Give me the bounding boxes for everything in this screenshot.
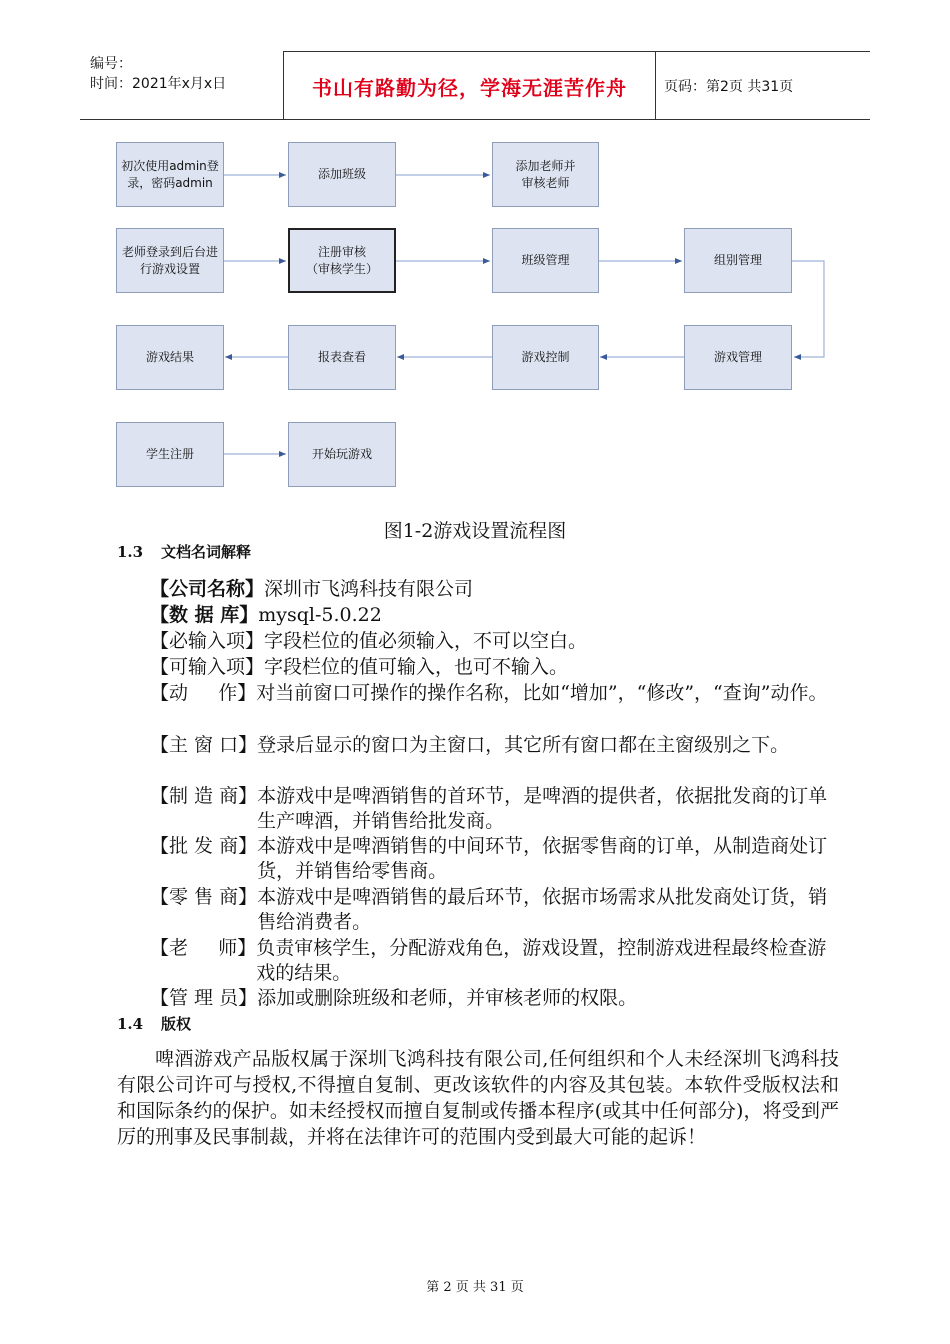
figure-caption: 图1-2游戏设置流程图 xyxy=(383,520,567,542)
section-heading-1-3 xyxy=(117,541,251,562)
node-class-manage: 班级管理 xyxy=(492,228,599,293)
term-manufacturer xyxy=(150,784,840,834)
header-motto: 书山有路勤为径，学海无涯苦作舟 xyxy=(312,76,627,100)
term-key: 【数 据 库】 xyxy=(150,604,259,626)
node-student-register: 学生注册 xyxy=(116,422,224,487)
term-desc: 本游戏中是啤酒销售的首环节，是啤酒的提供者，依据批发商的订单生产啤酒，并销售给批发商。 xyxy=(257,785,828,832)
term-administrator xyxy=(150,986,840,1011)
node-report-view: 报表查看 xyxy=(288,325,396,390)
term-desc: 负责审核学生，分配游戏角色，游戏设置，控制游戏进程最终检查游戏的结果。 xyxy=(256,937,827,984)
document-number-label: 编号： xyxy=(90,56,132,72)
term-action xyxy=(150,681,840,706)
term-required-field xyxy=(150,629,840,654)
copyright-paragraph: 啤酒游戏产品版权属于深圳飞鸿科技有限公司,任何组织和个人未经深圳飞鸿科技有限公司许可与授权,不得擅自复制、更改该软件的内容及其包装。本软件受版权法和和国际条约的保护。如未经授权而擅自复制或传播本程序(或其中任何部分)，将受到严厉的刑事及民事制裁，并将在法律许可的范围内受到最大可能的起诉！ xyxy=(117,1048,839,1148)
term-desc: 添加或删除班级和老师，并审核老师的权限。 xyxy=(257,987,638,1009)
term-key: 【可输入项】 xyxy=(150,656,265,678)
section-heading-1-4 xyxy=(117,1013,191,1034)
term-desc: 本游戏中是啤酒销售的最后环节，依据市场需求从批发商处订货，销售给消费者。 xyxy=(257,886,828,933)
term-database xyxy=(150,603,840,628)
section-title: 文档名词解释 xyxy=(161,543,252,561)
section-number: 1.3 xyxy=(117,543,144,561)
term-key: 【管 理 员】 xyxy=(150,987,258,1009)
term-wholesaler xyxy=(150,834,840,884)
node-register-review: 注册审核 （审核学生） xyxy=(288,228,396,293)
term-company-name xyxy=(150,577,840,602)
term-key: 【主 窗 口】 xyxy=(150,734,258,756)
section-title: 版权 xyxy=(161,1015,192,1033)
node-game-result: 游戏结果 xyxy=(116,325,224,390)
node-start-game: 开始玩游戏 xyxy=(288,422,396,487)
term-desc: 本游戏中是啤酒销售的中间环节，依据零售商的订单，从制造商处订货，并销售给零售商。 xyxy=(257,835,828,882)
term-retailer xyxy=(150,885,840,935)
node-add-teacher: 添加老师并 审核老师 xyxy=(492,142,599,207)
section-number: 1.4 xyxy=(117,1015,144,1033)
term-key: 【必输入项】 xyxy=(150,630,265,652)
node-teacher-login: 老师登录到后台进 行游戏设置 xyxy=(116,228,224,293)
term-key: 【老 师】 xyxy=(150,937,257,959)
node-first-admin-login: 初次使用admin登 录，密码admin xyxy=(116,142,224,207)
term-optional-field xyxy=(150,655,840,680)
node-game-control: 游戏控制 xyxy=(492,325,599,390)
node-game-manage: 游戏管理 xyxy=(684,325,792,390)
node-group-manage: 组别管理 xyxy=(684,228,792,293)
term-teacher xyxy=(150,936,840,986)
term-key: 【公司名称】 xyxy=(150,578,265,600)
term-key: 【零 售 商】 xyxy=(150,886,258,908)
term-key: 【动 作】 xyxy=(150,682,257,704)
node-add-class: 添加班级 xyxy=(288,142,396,207)
term-key: 【制 造 商】 xyxy=(150,785,258,807)
term-desc: 字段栏位的值可输入，也可不输入。 xyxy=(264,656,569,678)
term-desc: 登录后显示的窗口为主窗口，其它所有窗口都在主窗级别之下。 xyxy=(257,734,790,756)
term-desc: 深圳市飞鸿科技有限公司 xyxy=(264,578,474,600)
page-footer: 第 2 页 共 31 页 xyxy=(426,1280,524,1295)
document-time-label: 时间：2021年x月x日 xyxy=(90,76,227,92)
term-key: 【批 发 商】 xyxy=(150,835,258,857)
term-desc: 字段栏位的值必须输入，不可以空白。 xyxy=(264,630,588,652)
header-page-label: 页码：第2页 共31页 xyxy=(664,79,794,95)
term-desc: mysql-5.0.22 xyxy=(258,604,382,626)
term-main-window xyxy=(150,733,840,758)
arrow-group-to-game-manage xyxy=(792,261,824,357)
term-desc: 对当前窗口可操作的操作名称，比如“增加”，“修改”，“查询”动作。 xyxy=(256,682,828,704)
